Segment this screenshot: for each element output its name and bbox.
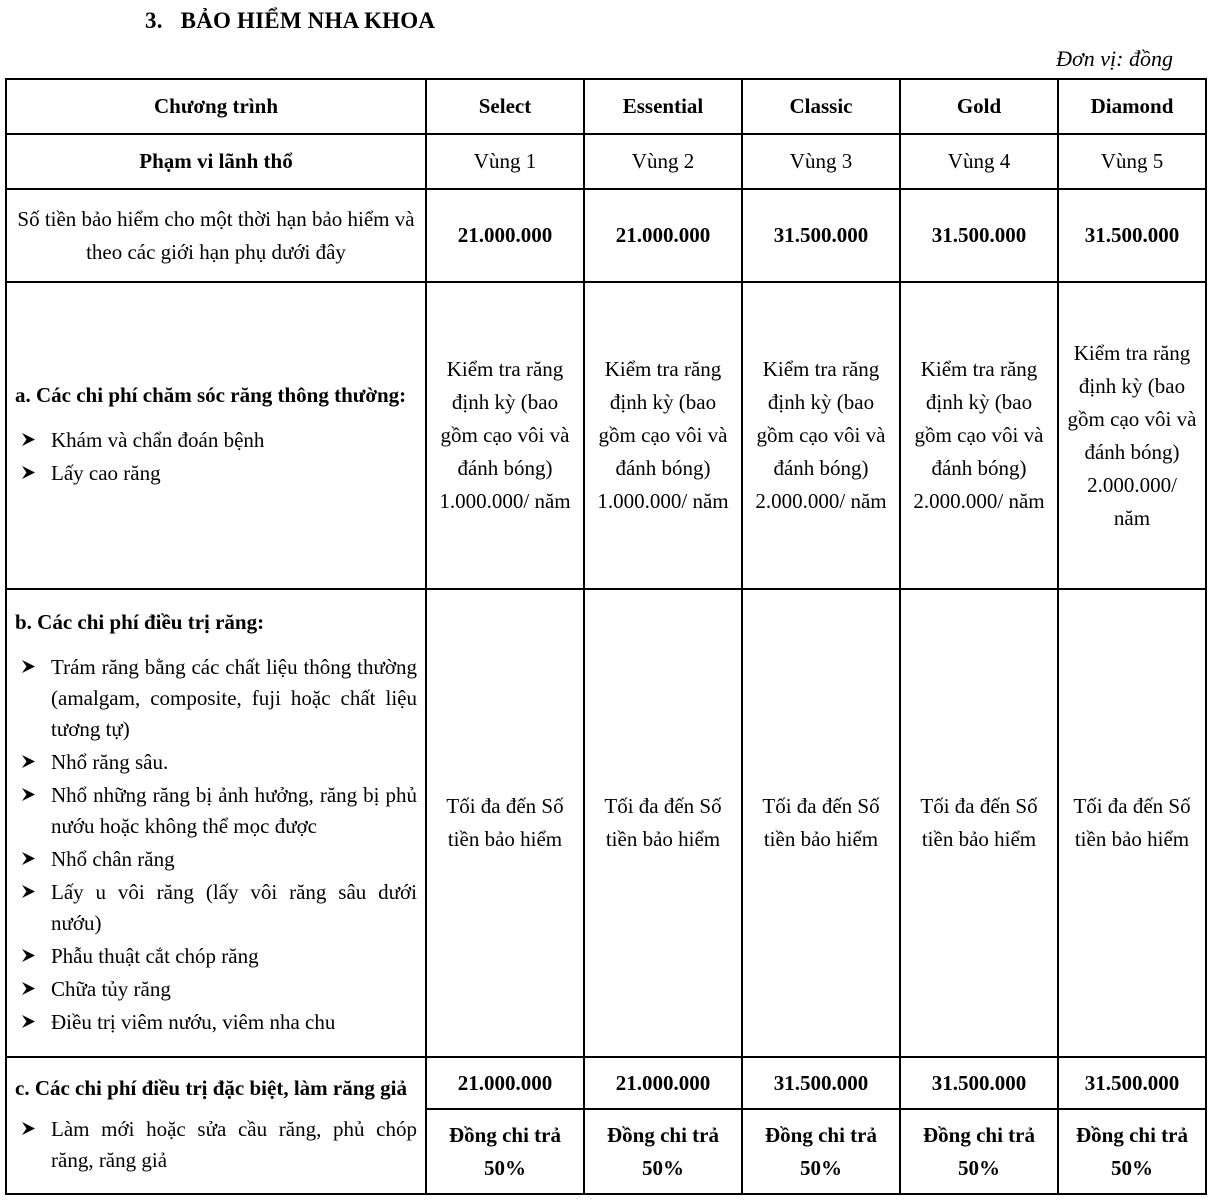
list-item [15,974,417,1005]
bullet-text: Trám răng bằng các chất liệu thông thường (amalgam, composite, fuji hoặc chất liệu tương tự) [51,654,417,741]
sum-insured-value-cell: 31.500.000 [1058,189,1206,282]
sum-insured-value-cell: 31.500.000 [900,189,1058,282]
section-c-bullet-list [15,1114,417,1176]
bullet-text: Nhổ răng sâu. [51,749,169,774]
list-item [15,425,417,456]
section-b-limit-cell: Tối đa đến Số tiền bảo hiểm [426,589,584,1057]
section-c-copay-cell: Đồng chi trả 50% [584,1109,742,1194]
benefit-text: Kiểm tra răng định kỳ (bao gồm cạo vôi và đánh bóng) [914,357,1044,480]
section-c-amount-row [6,1057,1206,1109]
section-a-heading: a. Các chi phí chăm sóc răng thông thường: [15,383,407,407]
section-a-label-cell [6,282,426,589]
list-item [15,941,417,972]
section-b-limit-cell: Tối đa đến Số tiền bảo hiểm [900,589,1058,1057]
program-header-cell-select: Select [426,79,584,134]
program-header-cell-gold: Gold [900,79,1058,134]
arrow-bullet-icon [15,458,51,479]
section-c-amount-cell: 31.500.000 [1058,1057,1206,1109]
page-title [145,8,435,34]
title-number: 3. [145,8,163,33]
sum-insured-value-cell: 21.000.000 [584,189,742,282]
benefits-table [5,78,1207,1195]
benefit-limit: 1.000.000/ năm [597,489,729,513]
arrow-bullet-icon [15,747,51,768]
list-item [15,747,417,778]
section-a-row [6,282,1206,589]
bullet-text: Lấy u vôi răng (lấy vôi răng sâu dưới nướu) [51,879,417,935]
bullet-text: Làm mới hoặc sửa cầu răng, phủ chóp răng, răng giả [51,1117,417,1172]
program-header-cell-diamond: Diamond [1058,79,1206,134]
sum-insured-label-cell: Số tiền bảo hiểm cho một thời hạn bảo hiểm và theo các giới hạn phụ dưới đây [6,189,426,282]
arrow-bullet-icon [15,780,51,801]
program-header-cell-classic: Classic [742,79,900,134]
bullet-text: Nhổ những răng bị ảnh hưởng, răng bị phủ nướu hoặc không thể mọc được [51,782,417,838]
arrow-bullet-icon [15,974,51,995]
list-item [15,877,417,939]
section-a-benefit-cell [1058,282,1206,589]
section-a-benefit-cell [900,282,1058,589]
list-item [15,844,417,875]
territory-row [6,134,1206,189]
title-text: BẢO HIỂM NHA KHOA [180,8,436,33]
arrow-bullet-icon [15,844,51,865]
benefit-limit: 2.000.000/ năm [755,489,887,513]
benefit-text: Kiểm tra răng định kỳ (bao gồm cạo vôi và đánh bóng) [598,357,728,480]
section-c-amount-cell: 21.000.000 [584,1057,742,1109]
section-c-copay-cell: Đồng chi trả 50% [1058,1109,1206,1194]
program-header-label-cell: Chương trình [6,79,426,134]
section-b-heading: b. Các chi phí điều trị răng: [15,609,265,634]
territory-value-cell: Vùng 4 [900,134,1058,189]
list-item [15,652,417,745]
benefit-limit: 1.000.000/ năm [439,489,571,513]
sum-insured-value-cell: 31.500.000 [742,189,900,282]
section-c-amount-cell: 31.500.000 [900,1057,1058,1109]
territory-value-cell: Vùng 5 [1058,134,1206,189]
section-b-limit-cell: Tối đa đến Số tiền bảo hiểm [742,589,900,1057]
list-item [15,1007,417,1038]
territory-value-cell: Vùng 3 [742,134,900,189]
arrow-bullet-icon [15,425,51,446]
program-header-cell-essential: Essential [584,79,742,134]
section-c-copay-cell: Đồng chi trả 50% [426,1109,584,1194]
territory-label-cell: Phạm vi lãnh thổ [6,134,426,189]
territory-value-cell: Vùng 1 [426,134,584,189]
section-b-row [6,589,1206,1057]
benefit-limit: 2.000.000/ năm [913,489,1045,513]
section-b-label-cell [6,589,426,1057]
arrow-bullet-icon [15,941,51,962]
list-item [15,1114,417,1176]
benefit-text: Kiểm tra răng định kỳ (bao gồm cạo vôi và đánh bóng) [756,357,886,480]
sum-insured-value-cell: 21.000.000 [426,189,584,282]
benefit-limit: 2.000.000/ năm [1087,472,1177,530]
section-b-limit-cell: Tối đa đến Số tiền bảo hiểm [1058,589,1206,1057]
section-c-amount-cell: 21.000.000 [426,1057,584,1109]
arrow-bullet-icon [15,652,51,673]
section-a-benefit-cell [742,282,900,589]
section-a-bullet-list [15,425,417,489]
section-c-heading: c. Các chi phí điều trị đặc biệt, làm răng giả [15,1076,407,1100]
bullet-text: Khám và chẩn đoán bệnh [51,428,265,452]
benefit-text: Kiểm tra răng định kỳ (bao gồm cạo vôi và đánh bóng) [440,357,570,480]
list-item [15,458,417,489]
section-c-label-cell [6,1057,426,1194]
section-c-copay-cell: Đồng chi trả 50% [742,1109,900,1194]
arrow-bullet-icon [15,877,51,898]
list-item [15,780,417,842]
bullet-text: Phẫu thuật cắt chóp răng [51,943,259,968]
bullet-text: Lấy cao răng [51,461,161,485]
bullet-text: Chữa tủy răng [51,976,171,1001]
section-b-limit-cell: Tối đa đến Số tiền bảo hiểm [584,589,742,1057]
arrow-bullet-icon [15,1007,51,1028]
section-b-bullet-list [15,652,417,1038]
section-c-amount-cell: 31.500.000 [742,1057,900,1109]
unit-note: Đơn vị: đồng [1056,46,1173,71]
section-c-copay-cell: Đồng chi trả 50% [900,1109,1058,1194]
section-a-benefit-cell [584,282,742,589]
bullet-text: Điều trị viêm nướu, viêm nha chu [51,1009,336,1034]
sum-insured-row [6,189,1206,282]
benefit-text: Kiểm tra răng định kỳ (bao gồm cạo vôi và đánh bóng) [1067,340,1197,464]
territory-value-cell: Vùng 2 [584,134,742,189]
bullet-text: Nhổ chân răng [51,846,175,871]
arrow-bullet-icon [15,1114,51,1135]
program-header-row [6,79,1206,134]
section-a-benefit-cell [426,282,584,589]
